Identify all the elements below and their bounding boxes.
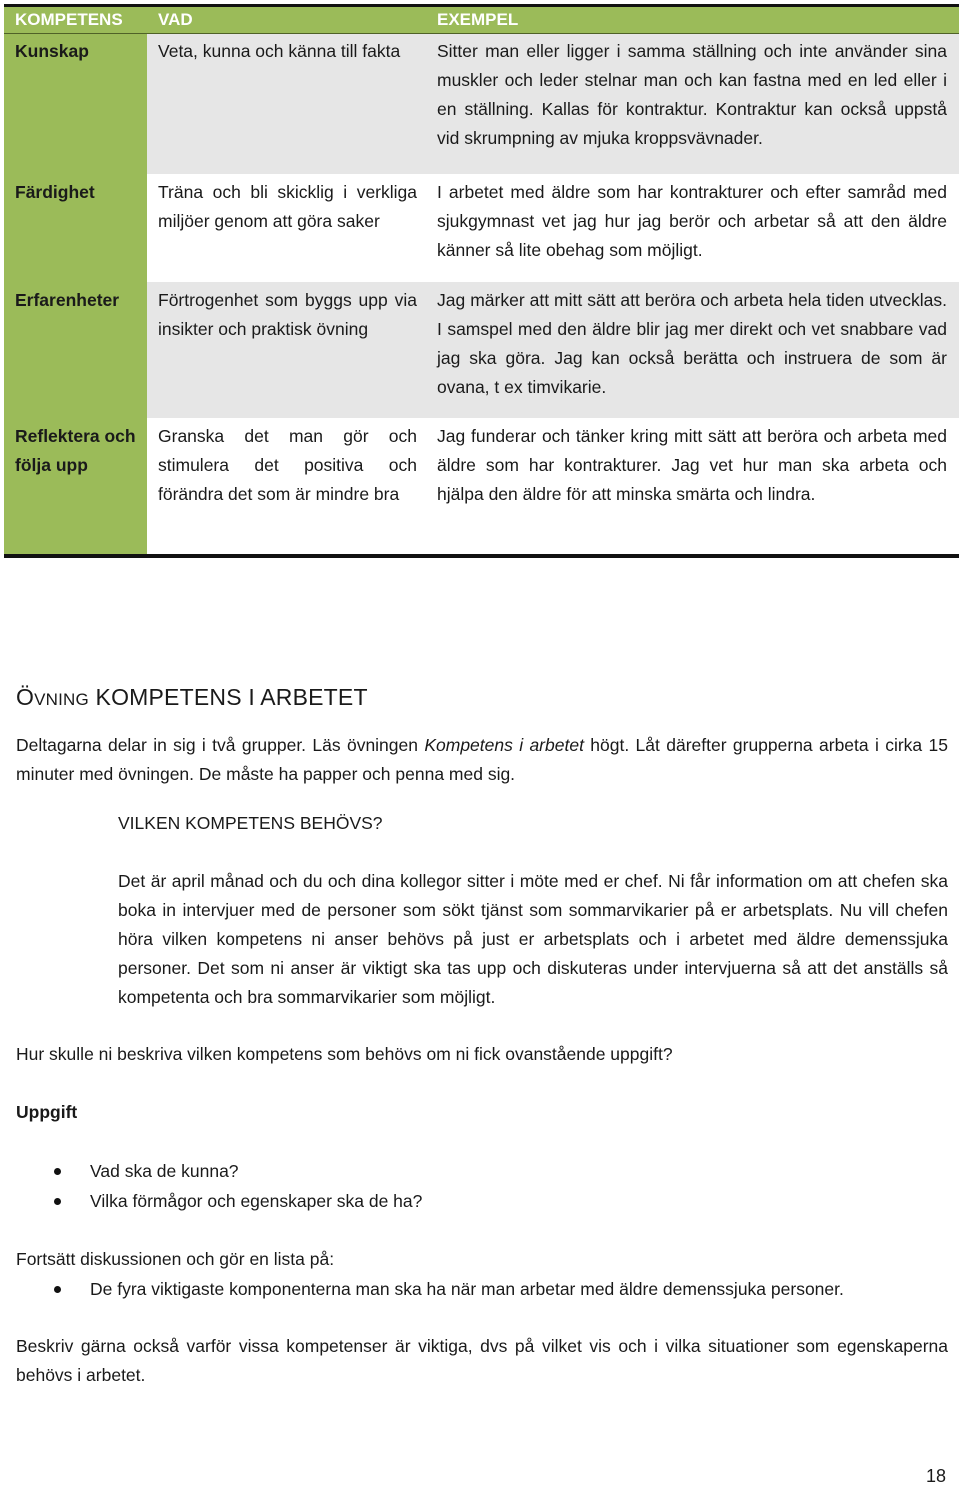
header-vad: VAD (147, 7, 427, 33)
table-header-row (4, 4, 959, 34)
row-kompetens: Reflektera och följa upp (4, 418, 147, 554)
row-exempel: Jag märker att mitt sätt att beröra och arbeta hela tiden utvecklas. I samspel med den äldre blir jag mer direkt och vet snabbare vad jag ska göra. Jag kan också berätta och instruera de som är ovana, t ex timvikarie. (427, 282, 959, 418)
header-kompetens: KOMPETENS (4, 7, 147, 33)
heading-smallcaps: VNING (34, 690, 89, 709)
continue-paragraph: Fortsätt diskussionen och gör en lista på: (16, 1249, 335, 1269)
uppgift-label: Uppgift (16, 1102, 78, 1122)
continue-list (16, 1274, 948, 1304)
section-heading (16, 684, 368, 711)
list-item-text: Vilka förmågor och egenskaper ska de ha? (90, 1191, 423, 1211)
header-exempel: EXEMPEL (427, 7, 959, 33)
row-vad: Träna och bli skicklig i verkliga miljöer genom att göra saker (158, 182, 417, 231)
intro-italic: Kompetens i arbetet (424, 735, 584, 755)
row-exempel: Jag funderar och tänker kring mitt sätt att beröra och arbeta med äldre som har kontrakturer. Jag vet hur man ska arbeta och hjälpa den äldre för att minska smärta och lindra. (437, 426, 947, 504)
row-exempel: I arbetet med äldre som har kontrakturer och efter samråd med sjukgymnast vet jag hur jag berör och arbetar så att den äldre känner så lite obehag som möjligt. (437, 182, 947, 260)
table-row (4, 174, 959, 282)
table-row (4, 418, 959, 558)
competence-table (4, 4, 959, 558)
row-vad: Veta, kunna och känna till fakta (147, 34, 427, 174)
list-item-text: Vad ska de kunna? (90, 1161, 239, 1181)
bullet-icon (54, 1168, 61, 1175)
bullet-icon (54, 1198, 61, 1205)
row-vad: Granska det man gör och stimulera det positiva och förändra det som är mindre bra (158, 426, 417, 504)
scenario-paragraph: Det är april månad och du och dina kollegor sitter i möte med er chef. Ni får information om att chefen ska boka in intervjuer med de personer som sökt tjänst som sommarvikarier på er arbetsplats. Nu vill chefen höra vilken kompetens ni anser behövs på just er arbetsplats och i arbetet med äldre demenssjuka personer. Det som ni anser är viktigt ska tas upp och diskuteras under intervjuerna så att det anställs så kompetenta och bra sommarvikarier som möjligt. (118, 871, 948, 1007)
row-kompetens: Erfarenheter (4, 282, 147, 418)
intro-paragraph (16, 731, 948, 789)
intro-text-after: högt. Låt därefter grupperna arbeta i cirka 15 minuter med övningen. De måste ha papper och penna med sig. (16, 735, 948, 784)
list-item (16, 1186, 422, 1216)
subheading: VILKEN KOMPETENS BEHÖVS? (118, 813, 383, 833)
table-row (4, 34, 959, 174)
table-row (4, 282, 959, 418)
list-item (16, 1156, 422, 1186)
row-kompetens: Kunskap (4, 34, 147, 174)
page-number: 18 (926, 1466, 947, 1486)
bullet-icon (54, 1286, 61, 1293)
closing-paragraph: Beskriv gärna också varför vissa kompetenser är viktiga, dvs på vilket vis och i vilka situationer som egenskaperna behövs i arbetet. (16, 1336, 948, 1385)
uppgift-list (16, 1156, 422, 1216)
heading-rest: KOMPETENS I ARBETET (88, 684, 368, 710)
row-vad: Förtrogenhet som byggs upp via insikter och praktisk övning (147, 282, 427, 418)
list-item-text: De fyra viktigaste komponenterna man ska ha när man arbetar med äldre demenssjuka personer. (90, 1279, 844, 1299)
row-kompetens: Färdighet (4, 174, 147, 282)
row-exempel: Sitter man eller ligger i samma ställning och inte använder sina muskler och leder stelnar man och kan fastna med en led eller i en ställning. Kallas för kontraktur. Kontraktur kan också uppstå vid skrumpning av mjuka kroppsvävnader. (427, 34, 959, 174)
list-item (16, 1274, 948, 1304)
intro-text-before: Deltagarna delar in sig i två grupper. Läs övningen (16, 735, 425, 755)
heading-first-letter: Ö (16, 684, 35, 710)
question-paragraph: Hur skulle ni beskriva vilken kompetens som behövs om ni fick ovanstående uppgift? (16, 1044, 673, 1064)
